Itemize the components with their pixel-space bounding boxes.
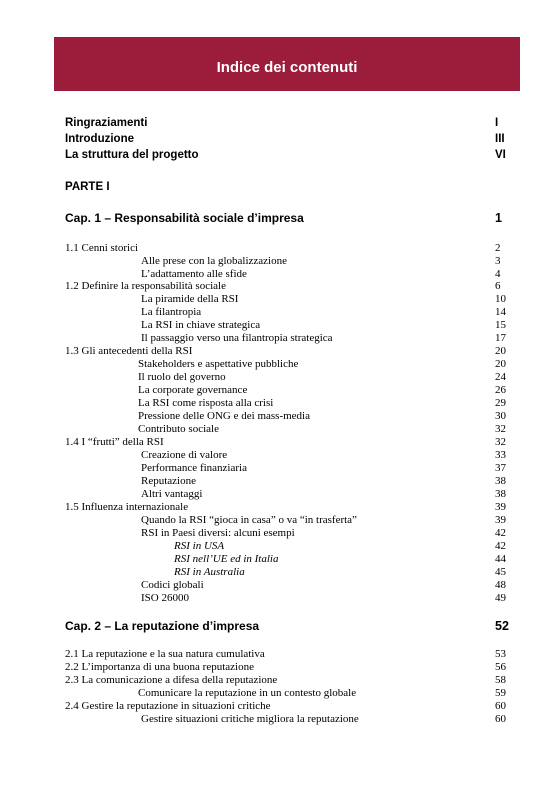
toc-row: [0, 579, 560, 593]
entry-title: Cap. 1 – Responsabilità sociale d’impresa: [65, 211, 304, 225]
entry-title: 2.4 Gestire la reputazione in situazioni critiche: [65, 700, 271, 712]
toc-row: [0, 423, 560, 437]
toc-row: [0, 462, 560, 476]
entry-title: Gestire situazioni critiche migliora la reputazione: [141, 713, 359, 725]
entry-title: Creazione di valore: [141, 449, 228, 461]
header-banner: [54, 37, 520, 91]
page-number: I: [495, 117, 499, 129]
page-number: III: [495, 133, 505, 145]
entry-title: Stakeholders e aspettative pubbliche: [138, 358, 299, 370]
entry-title: Altri vantaggi: [141, 488, 203, 500]
entry-title: Codici globali: [141, 579, 204, 591]
toc-row: [0, 687, 560, 701]
page-number: 20: [495, 345, 506, 357]
entry-title: 1.3 Gli antecedenti della RSI: [65, 345, 193, 357]
toc-row: [0, 514, 560, 528]
page-number: VI: [495, 149, 506, 161]
toc-row: [0, 116, 560, 130]
page-title: Indice dei contenuti: [216, 59, 358, 76]
entry-title: Performance finanziaria: [141, 462, 247, 474]
page-number: 32: [495, 423, 506, 435]
toc-row: [0, 700, 560, 714]
page-number: 52: [495, 619, 509, 633]
page-number: 30: [495, 410, 506, 422]
entry-title: La struttura del progetto: [65, 149, 199, 161]
entry-title: L’adattamento alle sfide: [141, 268, 247, 280]
page-number: 38: [495, 475, 506, 487]
entry-title: RSI in Australia: [174, 566, 245, 578]
toc-row: [0, 332, 560, 346]
page-number: 24: [495, 371, 506, 383]
entry-title: Ringraziamenti: [65, 117, 148, 129]
toc-row: [0, 371, 560, 385]
toc-row: [0, 713, 560, 727]
toc-row: [0, 255, 560, 269]
page-number: 29: [495, 397, 506, 409]
toc-row: [0, 397, 560, 411]
entry-title: Alle prese con la globalizzazione: [141, 255, 287, 267]
toc-row: [0, 449, 560, 463]
entry-title: La RSI in chiave strategica: [141, 319, 261, 331]
page-number: 3: [495, 255, 501, 267]
entry-title: Il ruolo del governo: [138, 371, 226, 383]
entry-title: PARTE I: [65, 181, 110, 193]
page-number: 42: [495, 540, 506, 552]
page-number: 53: [495, 648, 506, 660]
chapter-row: [0, 211, 560, 225]
toc-row: [0, 436, 560, 450]
toc-row: [0, 148, 560, 162]
page-number: 59: [495, 687, 506, 699]
toc-row: [0, 306, 560, 320]
entry-title: 1.5 Influenza internazionale: [65, 501, 189, 513]
toc-row: [0, 661, 560, 675]
page-number: 60: [495, 713, 506, 725]
entry-title: 2.3 La comunicazione a difesa della reputazione: [65, 674, 278, 686]
page-number: 26: [495, 384, 506, 396]
entry-title: 1.2 Definire la responsabilità sociale: [65, 280, 226, 292]
page-number: 20: [495, 358, 506, 370]
entry-title: ISO 26000: [141, 592, 189, 604]
toc-row: [0, 358, 560, 372]
page-number: 44: [495, 553, 506, 565]
entry-title: Comunicare la reputazione in un contesto globale: [138, 687, 357, 699]
page-number: 58: [495, 674, 506, 686]
entry-title: Contributo sociale: [138, 423, 219, 435]
page-number: 15: [495, 319, 506, 331]
toc-row: [0, 527, 560, 541]
toc-row: [0, 566, 560, 580]
toc-row: [0, 488, 560, 502]
toc-row: [0, 648, 560, 662]
entry-title: 2.2 L’importanza di una buona reputazione: [65, 661, 254, 673]
entry-title: La piramide della RSI: [141, 293, 239, 305]
entry-title: RSI in USA: [174, 540, 225, 552]
page-number: 38: [495, 488, 506, 500]
page-number: 4: [495, 268, 501, 280]
entry-title: La RSI come risposta alla crisi: [138, 397, 274, 409]
entry-title: 2.1 La reputazione e la sua natura cumulativa: [65, 648, 265, 660]
entry-title: Reputazione: [141, 475, 196, 487]
toc-row: [0, 410, 560, 424]
page-number: 49: [495, 592, 506, 604]
entry-title: Quando la RSI “gioca in casa” o va “in trasferta”: [141, 514, 357, 526]
entry-title: RSI nell’UE ed in Italia: [174, 553, 279, 565]
toc-row: [0, 280, 560, 294]
page-number: 33: [495, 449, 506, 461]
toc-row: [0, 132, 560, 146]
toc-row: [0, 553, 560, 567]
page-number: 60: [495, 700, 506, 712]
toc-row: [0, 475, 560, 489]
page-number: 10: [495, 293, 506, 305]
toc-row: [0, 674, 560, 688]
page-number: 6: [495, 280, 501, 292]
toc-row: [0, 501, 560, 515]
page-number: 45: [495, 566, 506, 578]
entry-title: 1.4 I “frutti” della RSI: [65, 436, 164, 448]
toc-row: [0, 540, 560, 554]
toc-row: [0, 592, 560, 606]
page-number: 2: [495, 242, 501, 254]
page-number: 42: [495, 527, 506, 539]
toc-row: [0, 180, 560, 194]
page-number: 39: [495, 501, 506, 513]
page-number: 1: [495, 211, 502, 225]
toc-row: [0, 345, 560, 359]
page-number: 14: [495, 306, 506, 318]
toc-row: [0, 384, 560, 398]
entry-title: La corporate governance: [138, 384, 248, 396]
page-number: 17: [495, 332, 506, 344]
toc-row: [0, 242, 560, 256]
entry-title: La filantropia: [141, 306, 202, 318]
page-number: 32: [495, 436, 506, 448]
entry-title: Introduzione: [65, 133, 134, 145]
entry-title: 1.1 Cenni storici: [65, 242, 139, 254]
page-number: 48: [495, 579, 506, 591]
toc-row: [0, 319, 560, 333]
page-number: 37: [495, 462, 506, 474]
entry-title: Pressione delle ONG e dei mass-media: [138, 410, 310, 422]
entry-title: Il passaggio verso una filantropia strategica: [141, 332, 333, 344]
chapter-row: [0, 619, 560, 633]
page-number: 56: [495, 661, 506, 673]
toc-row: [0, 293, 560, 307]
page-number: 39: [495, 514, 506, 526]
entry-title: Cap. 2 – La reputazione d’impresa: [65, 619, 260, 633]
entry-title: RSI in Paesi diversi: alcuni esempi: [141, 527, 295, 539]
